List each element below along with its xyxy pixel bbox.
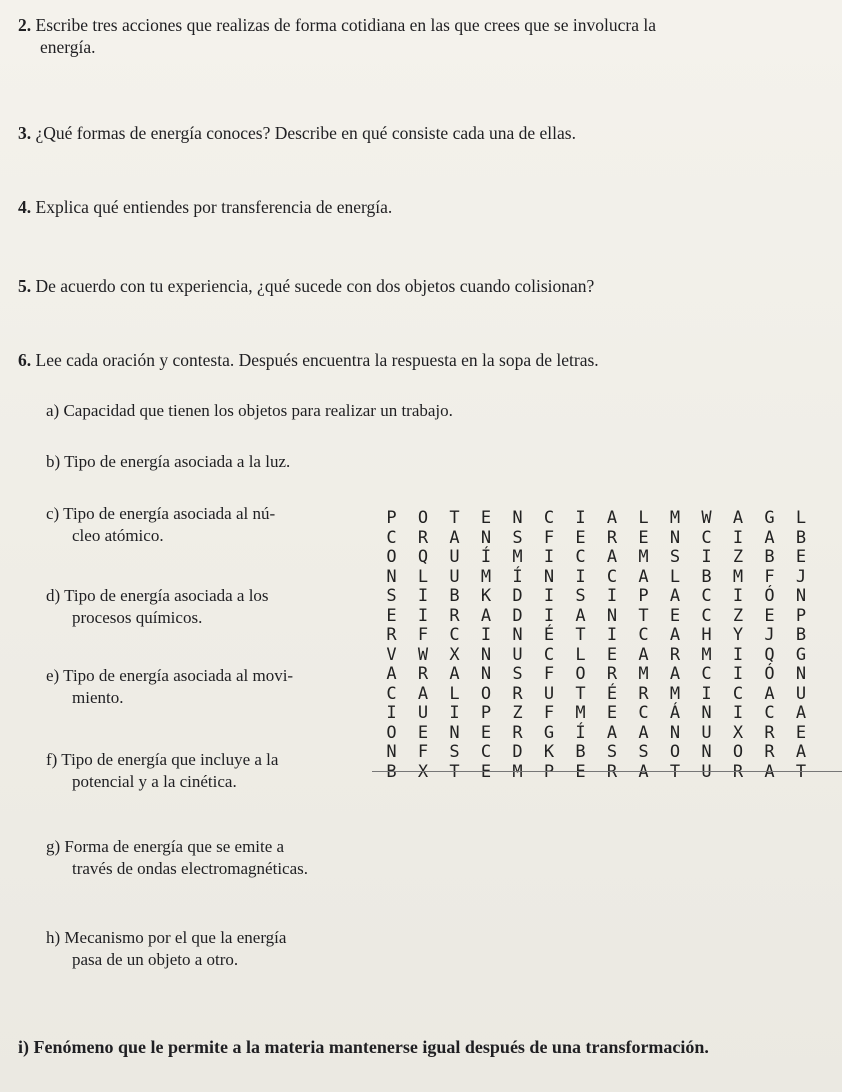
grid-letter: L	[417, 566, 429, 587]
grid-letter: R	[417, 527, 429, 548]
grid-letter: A	[638, 566, 649, 587]
grid-letter: G	[764, 508, 775, 528]
grid-letter: F	[417, 625, 429, 645]
grid-letter: L	[669, 566, 681, 587]
grid-letter: E	[638, 527, 649, 548]
grid-letter: F	[764, 566, 775, 587]
grid-letter: A	[606, 722, 618, 743]
grid-letter: S	[638, 742, 649, 762]
grid-letter: E	[669, 605, 681, 626]
grid-letter: N	[543, 566, 555, 587]
grid-letter: F	[543, 527, 555, 548]
grid-letter: I	[449, 703, 460, 723]
grid-letter: E	[480, 722, 492, 743]
grid-letter: R	[417, 664, 429, 684]
grid-letter: C	[543, 508, 555, 528]
item-b: b) Tipo de energía asociada a la luz.	[46, 452, 291, 471]
grid-letter: B	[701, 566, 712, 587]
grid-letter: C	[764, 703, 775, 723]
grid-letter: Í	[575, 722, 586, 743]
grid-letter: W	[417, 644, 429, 665]
question-3: 3. ¿Qué formas de energía conoces? Describe en qué consiste cada una de ellas.	[18, 123, 576, 143]
grid-letter: A	[386, 664, 397, 684]
grid-letter: R	[512, 683, 523, 704]
grid-letter: U	[701, 761, 712, 782]
grid-letter: O	[669, 742, 681, 762]
grid-letter: A	[638, 761, 649, 782]
grid-letter: E	[606, 703, 618, 723]
grid-letter: M	[512, 761, 523, 782]
grid-letter: A	[638, 722, 649, 743]
grid-letter: P	[480, 703, 492, 723]
grid-letter: B	[795, 625, 807, 645]
grid-letter: I	[606, 625, 618, 645]
grid-letter: A	[795, 703, 807, 723]
grid-letter: A	[669, 625, 681, 645]
grid-letter: E	[417, 722, 429, 743]
grid-letter: P	[543, 761, 555, 782]
grid-letter: E	[386, 605, 397, 626]
grid-letter: S	[575, 586, 586, 606]
grid-letter: C	[732, 683, 744, 704]
grid-letter: I	[543, 605, 555, 626]
grid-letter: U	[512, 644, 523, 665]
grid-letter: I	[417, 586, 429, 606]
grid-letter: X	[449, 644, 460, 665]
grid-letter: O	[575, 664, 586, 684]
grid-letter: Í	[512, 566, 523, 587]
grid-letter: I	[701, 683, 712, 704]
grid-letter: X	[732, 722, 744, 743]
grid-letter: R	[606, 761, 618, 782]
grid-letter: S	[386, 586, 397, 606]
question-2: 2. Escribe tres acciones que realizas de forma cotidiana en las que crees que se involucra la energía.	[18, 15, 656, 57]
grid-letter: C	[638, 703, 649, 723]
grid-letter: X	[417, 761, 429, 782]
grid-letter: R	[764, 742, 775, 762]
grid-letter: B	[386, 761, 397, 782]
grid-letter: T	[669, 761, 681, 782]
grid-letter: F	[417, 742, 429, 762]
grid-letter: I	[575, 566, 586, 587]
grid-letter: A	[575, 605, 586, 626]
grid-letter: L	[795, 508, 807, 528]
grid-letter: A	[669, 586, 681, 606]
grid-letter: D	[512, 742, 523, 762]
grid-letter: M	[480, 566, 492, 587]
grid-letter: M	[638, 664, 649, 684]
grid-letter: I	[543, 547, 555, 567]
grid-letter: R	[386, 625, 397, 645]
grid-letter: A	[606, 547, 618, 567]
grid-letter: C	[638, 625, 649, 645]
grid-letter: T	[795, 761, 807, 782]
grid-letter: B	[449, 586, 460, 606]
grid-letter: E	[575, 527, 586, 548]
grid-letter: U	[449, 566, 460, 587]
grid-letter: N	[480, 527, 492, 548]
grid-letter: U	[417, 703, 429, 723]
grid-letter: I	[732, 527, 744, 548]
grid-letter: T	[575, 683, 586, 704]
grid-letter: E	[575, 761, 586, 782]
grid-letter: E	[764, 605, 775, 626]
grid-letter: N	[606, 605, 618, 626]
grid-letter: O	[417, 508, 429, 528]
grid-letter: É	[606, 683, 618, 704]
grid-letter: K	[480, 586, 492, 606]
grid-letter: A	[764, 761, 775, 782]
grid-letter: R	[669, 644, 681, 665]
grid-letter: G	[543, 722, 555, 743]
grid-letter: F	[543, 703, 555, 723]
grid-letter: C	[386, 683, 397, 704]
grid-letter: R	[512, 722, 523, 743]
grid-letter: M	[732, 566, 744, 587]
grid-letter: R	[638, 683, 649, 704]
grid-letter: C	[449, 625, 460, 645]
grid-letter: S	[512, 527, 523, 548]
grid-letter: I	[606, 586, 618, 606]
grid-letter: A	[669, 664, 681, 684]
item-h: h) Mecanismo por el que la energía pasa de un objeto a otro.	[46, 928, 287, 969]
item-d: d) Tipo de energía asociada a los procesos químicos.	[46, 586, 269, 627]
grid-letter: N	[669, 527, 681, 548]
grid-letter: U	[543, 683, 555, 704]
grid-letter: C	[575, 547, 586, 567]
grid-letter: Ó	[764, 586, 775, 606]
grid-letter: R	[606, 527, 618, 548]
grid-letter: N	[449, 722, 460, 743]
grid-letter: N	[386, 742, 397, 762]
question-5: 5. De acuerdo con tu experiencia, ¿qué sucede con dos objetos cuando colisionan?	[18, 276, 595, 296]
grid-letter: A	[449, 664, 460, 684]
grid-letter: P	[638, 586, 649, 606]
grid-letter: C	[701, 664, 712, 684]
grid-letter: B	[575, 742, 586, 762]
grid-letter: M	[575, 703, 586, 723]
grid-letter: M	[701, 644, 712, 665]
grid-letter: A	[480, 605, 492, 626]
grid-letter: A	[764, 683, 775, 704]
grid-letter: Q	[764, 644, 775, 665]
grid-letter: M	[669, 508, 681, 528]
grid-letter: N	[701, 742, 712, 762]
question-6: 6. Lee cada oración y contesta. Después encuentra la respuesta en la sopa de letras.	[18, 350, 599, 370]
grid-letter: W	[701, 508, 712, 528]
grid-letter: A	[732, 508, 744, 528]
grid-letter: Z	[732, 605, 744, 626]
grid-letter: E	[606, 644, 618, 665]
grid-letter: U	[449, 547, 460, 567]
grid-letter: R	[449, 605, 460, 626]
grid-letter: R	[732, 761, 744, 782]
grid-letter: I	[386, 703, 397, 723]
grid-letter: O	[386, 722, 397, 743]
grid-letter: P	[795, 605, 807, 626]
grid-letter: C	[701, 605, 712, 626]
grid-letter: Z	[512, 703, 523, 723]
grid-letter: D	[512, 586, 523, 606]
grid-letter: E	[480, 761, 492, 782]
grid-letter: Í	[480, 547, 492, 567]
grid-letter: Q	[417, 547, 429, 567]
grid-letter: É	[543, 625, 555, 645]
grid-letter: I	[732, 703, 744, 723]
grid-letter: N	[512, 508, 523, 528]
grid-letter: N	[795, 664, 807, 684]
grid-letter: S	[512, 664, 523, 684]
grid-letter: A	[417, 683, 429, 704]
grid-letter: D	[512, 605, 523, 626]
grid-letter: N	[480, 664, 492, 684]
grid-letter: S	[669, 547, 681, 567]
grid-letter: I	[480, 625, 492, 645]
grid-letter: Ó	[764, 664, 775, 684]
grid-letter: B	[764, 547, 775, 567]
question-4: 4. Explica qué entiendes por transferencia de energía.	[18, 197, 393, 217]
grid-letter: B	[795, 527, 807, 548]
grid-letter: K	[543, 742, 555, 762]
grid-letter: T	[449, 508, 460, 528]
item-i: i) Fenómeno que le permite a la materia mantenerse igual después de una transformación.	[18, 1037, 709, 1057]
grid-letter: O	[732, 742, 744, 762]
grid-letter: C	[386, 527, 397, 548]
grid-letter: A	[795, 742, 807, 762]
grid-letter: N	[512, 625, 523, 645]
grid-letter: I	[575, 508, 586, 528]
grid-letter: C	[606, 566, 618, 587]
grid-letter: N	[701, 703, 712, 723]
grid-letter: T	[638, 605, 649, 626]
grid-letter: I	[701, 547, 712, 567]
grid-letter: M	[638, 547, 649, 567]
grid-letter: M	[669, 683, 681, 704]
grid-letter: I	[417, 605, 429, 626]
grid-letter: C	[543, 644, 555, 665]
grid-letter: N	[386, 566, 397, 587]
grid-letter: V	[386, 644, 397, 665]
grid-letter: E	[795, 722, 807, 743]
item-f: f) Tipo de energía que incluye a la potencial y a la cinética.	[46, 750, 279, 791]
item-g: g) Forma de energía que se emite a través de ondas electromagnéticas.	[46, 837, 309, 878]
grid-bottom-line	[372, 771, 842, 772]
grid-letter: P	[386, 508, 397, 528]
grid-letter: N	[795, 586, 807, 606]
grid-letter: A	[764, 527, 775, 548]
grid-letter: G	[795, 644, 807, 665]
grid-letter: C	[480, 742, 492, 762]
grid-letter: R	[764, 722, 775, 743]
grid-letter: C	[701, 527, 712, 548]
grid-letter: I	[543, 586, 555, 606]
grid-letter: S	[449, 742, 460, 762]
grid-letter: J	[764, 625, 775, 645]
grid-letter: Y	[732, 625, 744, 645]
grid-letter: S	[606, 742, 618, 762]
grid-letter: M	[512, 547, 523, 567]
grid-letter: I	[732, 644, 744, 665]
item-a: a) Capacidad que tienen los objetos para realizar un trabajo.	[46, 401, 453, 420]
grid-letter: C	[701, 586, 712, 606]
grid-letter: R	[606, 664, 618, 684]
grid-letter: T	[449, 761, 460, 782]
grid-letter: N	[480, 644, 492, 665]
grid-letter: L	[638, 508, 649, 528]
grid-letter: H	[701, 625, 712, 645]
item-e: e) Tipo de energía asociada al movi- miento.	[46, 666, 294, 707]
item-c: c) Tipo de energía asociada al nú- cleo atómico.	[46, 504, 276, 545]
grid-letter: L	[575, 644, 586, 665]
grid-letter: E	[480, 508, 492, 528]
grid-letter: I	[732, 586, 744, 606]
grid-letter: Z	[732, 547, 744, 567]
grid-letter: A	[449, 527, 460, 548]
grid-letter: F	[543, 664, 555, 684]
grid-letter: T	[575, 625, 586, 645]
grid-letter: O	[386, 547, 397, 567]
grid-letter: E	[795, 547, 807, 567]
grid-letter: Á	[669, 703, 681, 723]
grid-letter: U	[701, 722, 712, 743]
grid-letter: L	[449, 683, 460, 704]
grid-letter: J	[795, 566, 807, 587]
grid-letter: A	[638, 644, 649, 665]
grid-letter: N	[669, 722, 681, 743]
grid-letter: U	[795, 683, 807, 704]
grid-letter: A	[606, 508, 618, 528]
grid-letter: O	[480, 683, 492, 704]
grid-letter: I	[732, 664, 744, 684]
